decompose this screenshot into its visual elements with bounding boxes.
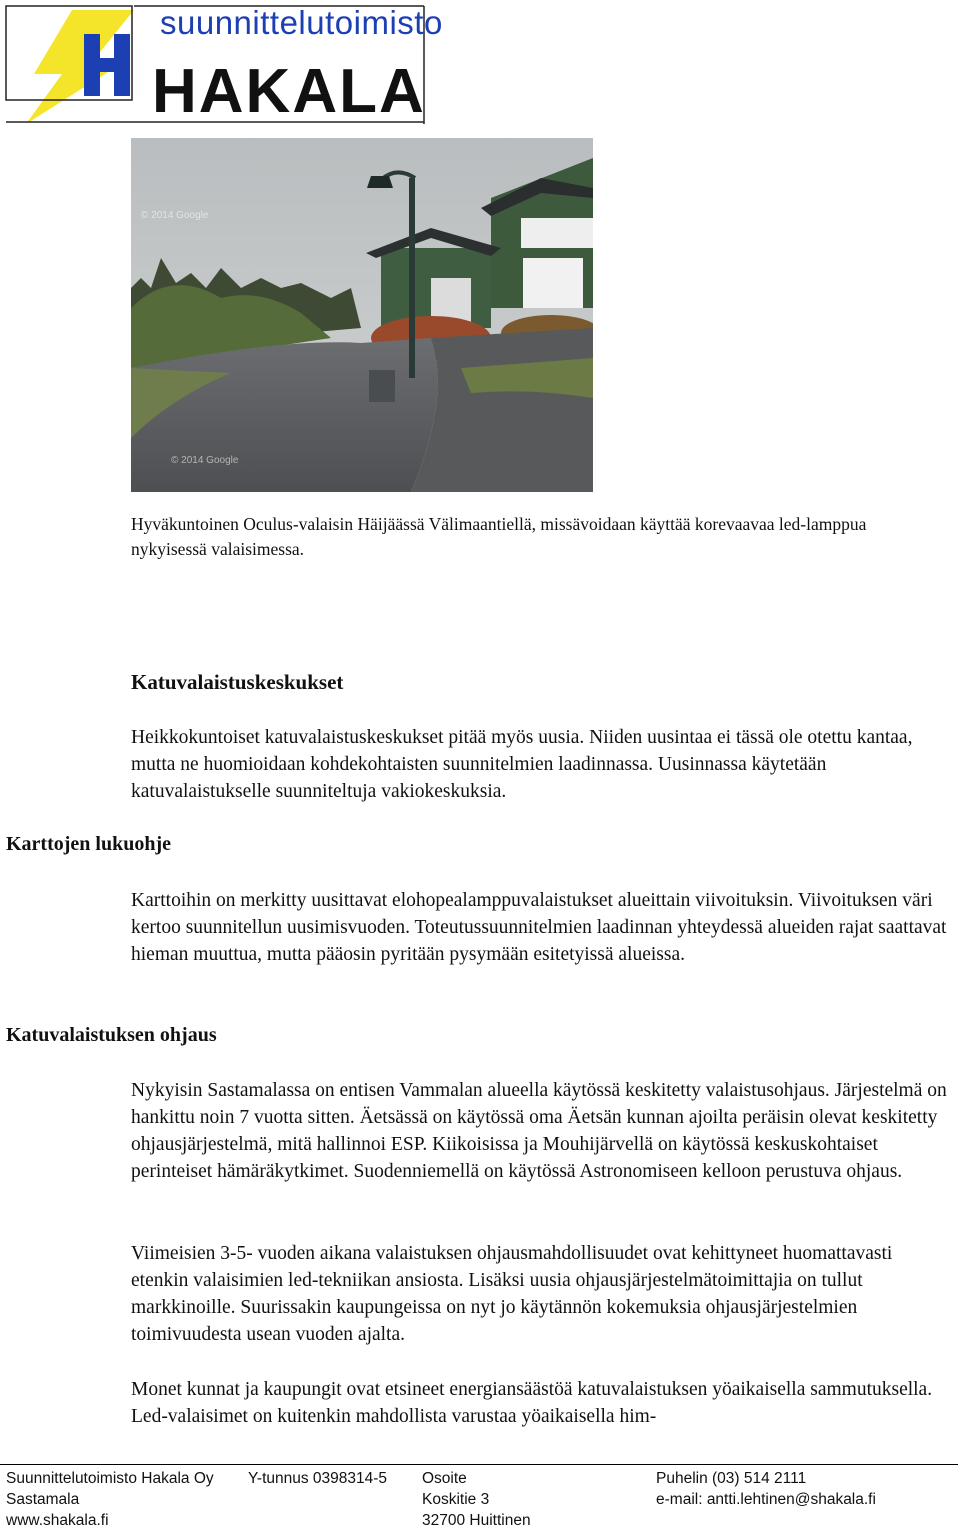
street-lamp-photo [131, 138, 593, 492]
footer-postal: 32700 Huittinen [422, 1512, 531, 1529]
paragraph-ohjaus-1: Nykyisin Sastamalassa on entisen Vammalan alueella käytössä keskitetty valaistusohjaus. Järjestelmä on hankittu noin 7 vuotta sitten. Äetsässä on käytössä oma Äetsän kunnan ajoilta peräisin olevat keskitetty ohjausjärjestelmä, mitä hallinnoi ESP. Kiikoisissa ja Mouhijärvellä on käytössä keskuskohtaiset perinteiset hämäräkytkimet. Suodenniemellä on käytössä Astronomiseen kelloon perustuva ohjaus. [131, 1080, 947, 1182]
paragraph-ohjaus-3: Monet kunnat ja kaupungit ovat etsineet energiansäästöä katuvalaistuksen yöaikaisella sammutuksella. Led-valaisimet on kuitenkin mahdollista varustaa yöaikaisella him- [131, 1379, 933, 1427]
section-heading-katuvalaistuskeskukset: Katuvalaistuskeskukset [131, 670, 344, 694]
footer-website-link[interactable]: www.shakala.fi [6, 1512, 109, 1529]
company-logo [4, 4, 443, 128]
photo-watermark-top: © 2014 Google [141, 210, 209, 221]
logo-subtitle: suunnittelutoimisto [160, 4, 443, 41]
footer-divider [0, 1464, 958, 1465]
photo-watermark-bottom: © 2014 Google [171, 455, 239, 466]
footer-phone: Puhelin (03) 514 2111 [656, 1470, 807, 1487]
footer-city: Sastamala [6, 1491, 80, 1508]
footer-street: Koskitie 3 [422, 1491, 490, 1508]
section-heading-karttojen-lukuohje: Karttojen lukuohje [6, 833, 171, 855]
paragraph-ohjaus-2: Viimeisien 3-5- vuoden aikana valaistuksen ohjausmahdollisuudet ovat kehittyneet huomattavasti etenkin valaisimien led-tekniikan ansiosta. Lisäksi uusia ohjausjärjestelmätoimittajia on tullut markkinoille. Suurissakin kaupungeissa on nyt jo käytännön kokemuksia ohjausjärjestelmien toimivuudesta usean vuoden ajalta. [131, 1243, 893, 1345]
footer-email-link[interactable]: e-mail: antti.lehtinen@shakala.fi [656, 1491, 876, 1508]
footer-company: Suunnittelutoimisto Hakala Oy [6, 1470, 214, 1487]
logo-wordmark: HAKALA [152, 57, 426, 126]
section-heading-katuvalaistuksen-ohjaus: Katuvalaistuksen ohjaus [6, 1024, 217, 1046]
photo-caption: Hyväkuntoinen Oculus-valaisin Häijäässä Välimaantiellä, missävoidaan käyttää korevaavaa led-lamppua nykyisessä valaisimessa. [131, 514, 867, 559]
paragraph-katuvalaistuskeskukset: Heikkokuntoiset katuvalaistuskeskukset pitää myös uusia. Niiden uusintaa ei tässä ole otettu kantaa, mutta ne huomioidaan kohdekohtaisten suunnitelmien laadinnassa. Uusinnassa käytetään katuvalaistukselle suunniteltuja vakiokeskuksia. [131, 727, 913, 802]
paragraph-karttojen-lukuohje: Karttoihin on merkitty uusittavat elohopealamppuvalaistukset alueittain viivoituksin. Viivoituksen väri kertoo suunnitellun uusimisvuoden. Toteutussuunnitelmien laadinnan yhteydessä alueiden rajat saattavat hieman muuttua, mutta pääosin pyritään pysymään esitetyissä alueissa. [131, 890, 947, 965]
footer-ytunnus: Y-tunnus 0398314-5 [248, 1470, 388, 1487]
footer-address-label: Osoite [422, 1470, 467, 1487]
